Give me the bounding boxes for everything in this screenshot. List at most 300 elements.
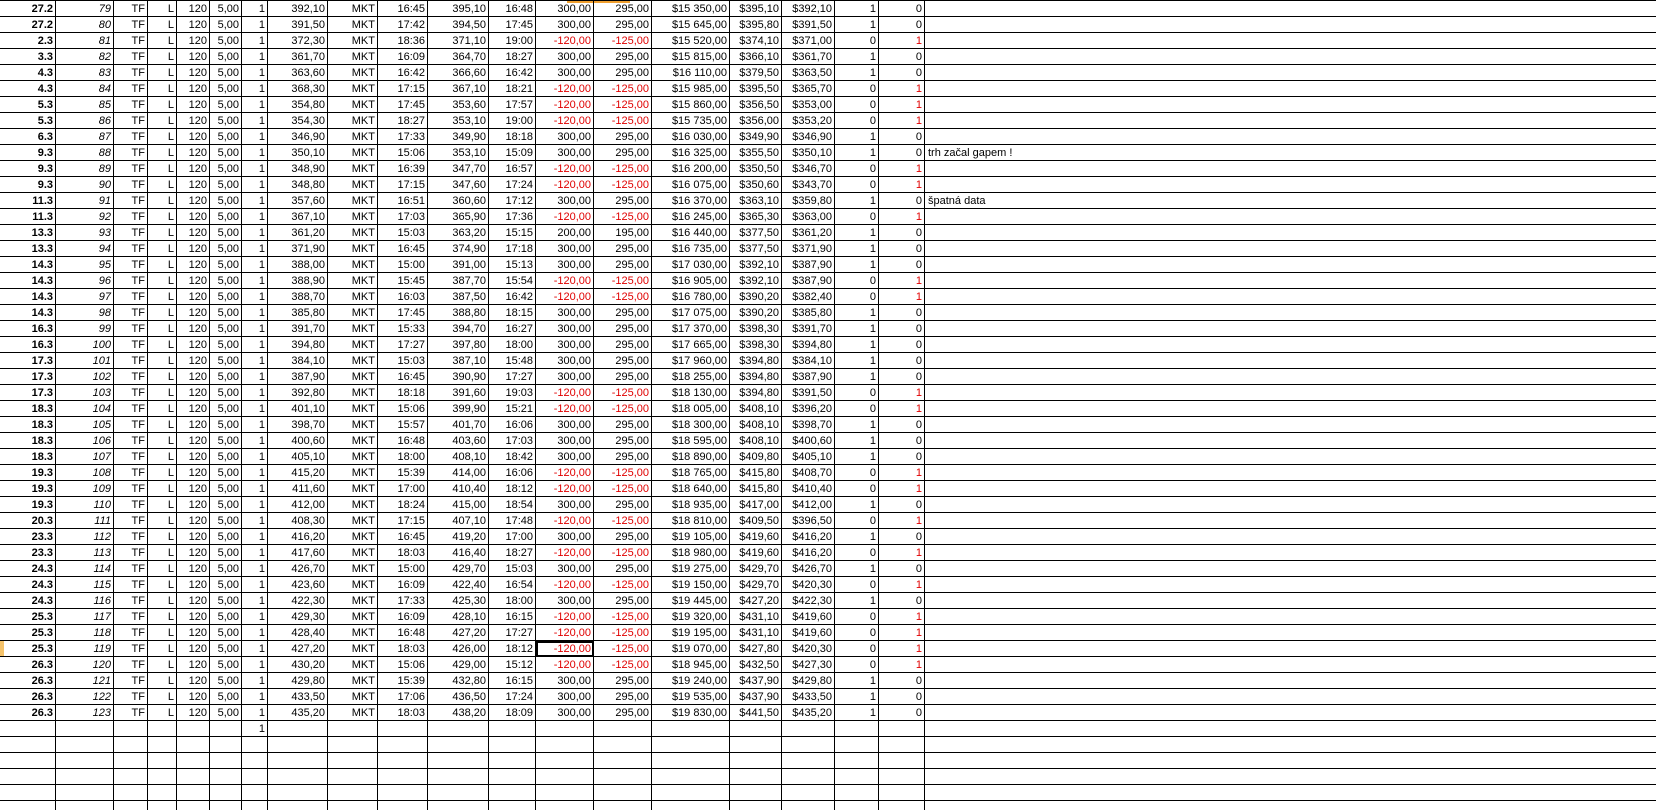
cell-net-pnl[interactable]: 295,00 (615, 307, 649, 319)
cell-order-type[interactable]: MKT (351, 275, 375, 287)
cell-note[interactable] (925, 529, 1656, 545)
cell-note[interactable] (925, 257, 1656, 273)
cell-exit-price[interactable]: 394,70 (452, 323, 486, 335)
cell-exit-price[interactable]: 422,40 (452, 579, 486, 591)
cell-note[interactable] (925, 321, 1656, 337)
cell-qty[interactable]: 1 (258, 579, 265, 591)
cell-order-type[interactable] (328, 721, 378, 737)
cell-exit-price[interactable]: 426,00 (452, 643, 486, 655)
cell-pnl[interactable]: 300,00 (557, 195, 591, 207)
cell-size[interactable]: 120 (188, 147, 207, 159)
cell-size[interactable]: 120 (188, 499, 207, 511)
cell-pnl[interactable]: 300,00 (557, 243, 591, 255)
cell-qty[interactable]: 1 (258, 627, 265, 639)
cell-trade-no[interactable]: 114 (93, 563, 111, 575)
cell-exit-time[interactable]: 17:12 (505, 195, 533, 207)
cell-trade-no[interactable]: 79 (98, 3, 111, 15)
cell-win-flag[interactable]: 0 (869, 163, 876, 175)
cell-equity-high[interactable]: $350,60 (739, 179, 779, 191)
cell-side[interactable]: L (167, 595, 174, 607)
cell-pnl[interactable]: -120,00 (553, 163, 591, 175)
cell-equity-high[interactable]: $431,10 (739, 611, 779, 623)
cell-size[interactable]: 120 (188, 355, 207, 367)
cell-date[interactable]: 5.3 (37, 115, 53, 127)
cell-instrument[interactable]: TF (131, 627, 145, 639)
cell-entry-time[interactable]: 17:33 (397, 595, 425, 607)
cell-order-type[interactable]: MKT (351, 83, 375, 95)
cell-note[interactable] (925, 225, 1656, 241)
cell-side[interactable]: L (167, 515, 174, 527)
cell-size[interactable]: 120 (188, 163, 207, 175)
cell-exit-time[interactable]: 16:15 (505, 675, 533, 687)
cell-win-flag[interactable]: 0 (869, 211, 876, 223)
cell-pnl[interactable]: -120,00 (553, 99, 591, 111)
cell-instrument[interactable]: TF (131, 291, 145, 303)
cell-equity[interactable]: $19 240,00 (671, 675, 727, 687)
cell-qty[interactable]: 1 (258, 483, 265, 495)
cell-entry-price[interactable]: 411,60 (292, 483, 325, 495)
cell-tick[interactable]: 5,00 (217, 35, 239, 47)
cell-side[interactable]: L (167, 99, 174, 111)
cell-win-flag[interactable]: 0 (869, 83, 876, 95)
cell-entry-time[interactable]: 16:45 (397, 371, 425, 383)
cell-equity-low[interactable]: $363,50 (792, 67, 832, 79)
cell-size[interactable]: 120 (188, 435, 207, 447)
cell-size[interactable]: 120 (188, 259, 207, 271)
cell-pnl[interactable]: -120,00 (553, 35, 591, 47)
cell-equity-low[interactable]: $353,00 (792, 99, 832, 111)
cell-tick[interactable]: 5,00 (217, 659, 239, 671)
cell-side[interactable]: L (167, 211, 174, 223)
cell-net-pnl[interactable]: 295,00 (615, 3, 649, 15)
cell-equity[interactable]: $18 980,00 (671, 547, 727, 559)
cell-exit-price[interactable]: 364,70 (452, 51, 486, 63)
cell-loss-flag[interactable]: 1 (915, 179, 922, 191)
cell-instrument[interactable]: TF (131, 323, 145, 335)
cell-date[interactable]: 24.3 (31, 595, 53, 607)
cell-qty[interactable]: 1 (258, 19, 265, 31)
cell-note[interactable] (925, 1, 1656, 17)
cell-pnl[interactable]: -120,00 (553, 83, 591, 95)
cell-size[interactable]: 120 (188, 291, 207, 303)
cell-instrument[interactable]: TF (131, 147, 145, 159)
cell-entry-price[interactable]: 371,90 (291, 243, 325, 255)
cell-side[interactable]: L (167, 3, 174, 15)
cell-qty[interactable]: 1 (258, 67, 265, 79)
cell-qty[interactable]: 1 (258, 707, 265, 719)
cell-equity[interactable]: $18 935,00 (671, 499, 727, 511)
cell-equity-low[interactable]: $363,00 (792, 211, 832, 223)
cell-equity-high[interactable]: $355,50 (739, 147, 779, 159)
cell-equity-low[interactable]: $385,80 (792, 307, 832, 319)
cell-win-flag[interactable]: 0 (869, 291, 876, 303)
cell-loss-flag[interactable]: 0 (915, 147, 922, 159)
cell-loss-flag[interactable]: 1 (915, 403, 922, 415)
cell-order-type[interactable]: MKT (351, 563, 375, 575)
cell-trade-no[interactable]: 96 (98, 275, 111, 287)
cell-note[interactable] (925, 433, 1656, 449)
cell-tick[interactable]: 5,00 (217, 547, 239, 559)
cell-note[interactable] (925, 81, 1656, 97)
cell-side[interactable]: L (167, 83, 174, 95)
cell-side[interactable]: L (167, 227, 174, 239)
cell-qty[interactable]: 1 (258, 3, 265, 15)
cell-date[interactable]: 26.3 (31, 707, 53, 719)
cell-exit-time[interactable]: 18:42 (505, 451, 533, 463)
cell-exit-price[interactable]: 394,50 (452, 19, 486, 31)
cell-equity-high[interactable]: $427,80 (739, 643, 779, 655)
cell-side[interactable]: L (167, 675, 174, 687)
cell-instrument[interactable]: TF (131, 563, 145, 575)
cell-note[interactable] (925, 273, 1656, 289)
cell-loss-flag[interactable]: 1 (915, 163, 922, 175)
cell-trade-no[interactable]: 118 (93, 627, 111, 639)
cell-side[interactable]: L (167, 611, 174, 623)
cell-entry-price[interactable]: 401,10 (291, 403, 325, 415)
cell-trade-no[interactable]: 95 (98, 259, 111, 271)
cell-exit-price[interactable]: 432,80 (452, 675, 486, 687)
cell-equity[interactable]: $19 320,00 (671, 611, 727, 623)
cell-size[interactable]: 120 (188, 595, 207, 607)
cell-instrument[interactable]: TF (131, 643, 145, 655)
cell-qty[interactable]: 1 (258, 547, 265, 559)
cell-entry-time[interactable] (378, 721, 428, 737)
cell-qty[interactable]: 1 (258, 51, 265, 63)
cell-note[interactable] (925, 129, 1656, 145)
cell-qty[interactable]: 1 (258, 211, 265, 223)
cell-note[interactable] (925, 465, 1656, 481)
cell-size[interactable]: 120 (188, 643, 207, 655)
cell-note[interactable] (925, 513, 1656, 529)
cell-trade-no[interactable]: 88 (98, 147, 111, 159)
cell-equity-low[interactable]: $419,60 (792, 627, 832, 639)
cell-equity-low[interactable]: $350,10 (792, 147, 832, 159)
cell-equity-high[interactable]: $366,10 (739, 51, 779, 63)
cell-equity-high[interactable]: $415,80 (739, 483, 779, 495)
cell-win-flag[interactable]: 1 (869, 227, 876, 239)
cell-instrument[interactable]: TF (131, 611, 145, 623)
cell-order-type[interactable]: MKT (351, 707, 375, 719)
cell-tick[interactable]: 5,00 (217, 3, 239, 15)
cell-entry-time[interactable]: 15:45 (397, 275, 425, 287)
cell-side[interactable]: L (167, 115, 174, 127)
cell-equity[interactable]: $16 075,00 (671, 179, 727, 191)
cell-pnl[interactable]: -120,00 (553, 579, 591, 591)
cell-entry-price[interactable]: 428,40 (291, 627, 325, 639)
cell-exit-price[interactable]: 391,00 (452, 259, 486, 271)
cell-trade-no[interactable]: 107 (92, 451, 111, 463)
cell-net-pnl[interactable]: -125,00 (611, 579, 649, 591)
cell-pnl[interactable]: 300,00 (557, 675, 591, 687)
cell-instrument[interactable]: TF (131, 3, 145, 15)
cell-exit-price[interactable]: 395,10 (452, 3, 486, 15)
cell-size[interactable]: 120 (188, 387, 207, 399)
cell-trade-no[interactable]: 103 (92, 387, 111, 399)
cell-exit-price[interactable]: 347,60 (452, 179, 486, 191)
cell-equity-low[interactable]: $398,70 (792, 419, 832, 431)
cell-qty[interactable]: 1 (258, 179, 265, 191)
cell-trade-no[interactable]: 80 (98, 19, 111, 31)
cell-win-flag[interactable]: 1 (869, 355, 876, 367)
cell-tick[interactable]: 5,00 (217, 115, 239, 127)
cell-net-pnl[interactable]: -125,00 (611, 211, 649, 223)
cell-order-type[interactable]: MKT (351, 211, 375, 223)
cell-size[interactable]: 120 (188, 19, 207, 31)
cell-pnl[interactable]: -120,00 (553, 515, 591, 527)
cell-qty[interactable]: 1 (258, 659, 265, 671)
cell-loss-flag[interactable]: 1 (915, 515, 922, 527)
cell-net-pnl[interactable]: -125,00 (611, 467, 649, 479)
cell-entry-time[interactable]: 15:39 (397, 467, 425, 479)
cell-entry-time[interactable]: 15:06 (397, 403, 425, 415)
cell-entry-time[interactable]: 17:06 (397, 691, 425, 703)
cell-win-flag[interactable]: 1 (869, 371, 876, 383)
cell-size[interactable]: 120 (188, 51, 207, 63)
cell-side[interactable]: L (167, 499, 174, 511)
cell-instrument[interactable]: TF (131, 419, 145, 431)
cell-size[interactable]: 120 (188, 483, 207, 495)
cell-net-pnl[interactable]: 295,00 (615, 595, 649, 607)
cell-loss-flag[interactable]: 0 (915, 419, 922, 431)
cell-win-flag[interactable]: 1 (869, 531, 876, 543)
cell-equity-low[interactable]: $420,30 (792, 579, 832, 591)
cell-trade-no[interactable]: 91 (98, 195, 111, 207)
cell-exit-price[interactable]: 365,90 (452, 211, 486, 223)
cell-entry-time[interactable]: 16:09 (397, 611, 425, 623)
cell-instrument[interactable]: TF (131, 115, 145, 127)
cell-side[interactable]: L (167, 131, 174, 143)
cell-loss-flag[interactable]: 1 (915, 211, 922, 223)
cell-date[interactable]: 18.3 (31, 435, 53, 447)
cell-win-flag[interactable]: 1 (869, 195, 876, 207)
cell-equity-high[interactable] (730, 721, 782, 737)
cell-net-pnl[interactable]: 295,00 (615, 531, 649, 543)
cell-equity[interactable]: $19 105,00 (671, 531, 727, 543)
cell-win-flag[interactable]: 1 (869, 259, 876, 271)
cell-note[interactable] (925, 305, 1656, 321)
cell-side[interactable]: L (167, 35, 174, 47)
cell-exit-price[interactable]: 428,10 (452, 611, 486, 623)
cell-entry-price[interactable]: 357,60 (291, 195, 325, 207)
cell-note[interactable] (925, 49, 1656, 65)
cell-net-pnl[interactable]: 295,00 (615, 51, 649, 63)
cell-exit-price[interactable]: 347,70 (452, 163, 486, 175)
cell-date[interactable] (0, 721, 56, 737)
cell-trade-no[interactable]: 90 (98, 179, 111, 191)
cell-equity-low[interactable]: $433,50 (792, 691, 832, 703)
cell-entry-time[interactable]: 15:33 (397, 323, 425, 335)
cell-tick[interactable]: 5,00 (217, 323, 239, 335)
cell-entry-time[interactable]: 17:03 (397, 211, 425, 223)
cell-order-type[interactable]: MKT (351, 419, 375, 431)
cell-entry-price[interactable]: 430,20 (291, 659, 325, 671)
cell-note[interactable] (925, 369, 1656, 385)
cell-side[interactable]: L (167, 531, 174, 543)
cell-equity-low[interactable]: $394,80 (792, 339, 832, 351)
cell-date[interactable]: 18.3 (31, 419, 53, 431)
cell-equity-low[interactable]: $412,00 (792, 499, 832, 511)
cell-entry-price[interactable]: 435,20 (291, 707, 325, 719)
cell-equity[interactable]: $15 350,00 (671, 3, 727, 15)
cell-equity-high[interactable]: $409,50 (739, 515, 779, 527)
cell-entry-time[interactable]: 18:36 (397, 35, 425, 47)
cell-win-flag[interactable]: 1 (869, 67, 876, 79)
cell-win-flag[interactable]: 1 (869, 339, 876, 351)
cell-trade-no[interactable]: 115 (93, 579, 111, 591)
cell-net-pnl[interactable]: 295,00 (615, 499, 649, 511)
cell-side[interactable]: L (167, 355, 174, 367)
cell-exit-time[interactable]: 19:00 (505, 35, 533, 47)
cell-trade-no[interactable]: 105 (92, 419, 111, 431)
cell-exit-time[interactable]: 17:27 (505, 371, 533, 383)
cell-entry-price[interactable]: 405,10 (291, 451, 325, 463)
cell-instrument[interactable]: TF (131, 275, 145, 287)
cell-exit-price[interactable]: 415,00 (452, 499, 486, 511)
cell-loss-flag[interactable]: 1 (915, 547, 922, 559)
cell-order-type[interactable]: MKT (351, 35, 375, 47)
cell-size[interactable]: 120 (188, 691, 207, 703)
cell-order-type[interactable]: MKT (351, 691, 375, 703)
cell-exit-price[interactable]: 367,10 (452, 83, 486, 95)
cell-trade-no[interactable]: 120 (92, 659, 111, 671)
cell-entry-price[interactable]: 426,70 (291, 563, 325, 575)
cell-win-flag[interactable]: 0 (869, 387, 876, 399)
cell-size[interactable]: 120 (188, 531, 207, 543)
cell-date[interactable]: 17.3 (31, 371, 53, 383)
cell-note[interactable] (925, 353, 1656, 369)
cell-side[interactable] (148, 721, 177, 737)
cell-exit-time[interactable]: 17:45 (505, 19, 533, 31)
cell-qty[interactable]: 1 (258, 563, 265, 575)
cell-equity[interactable]: $18 130,00 (671, 387, 727, 399)
cell-trade-no[interactable]: 121 (92, 675, 111, 687)
cell-size[interactable]: 120 (188, 3, 207, 15)
cell-date[interactable]: 26.3 (31, 659, 53, 671)
cell-side[interactable]: L (167, 691, 174, 703)
cell-loss-flag[interactable]: 1 (915, 659, 922, 671)
cell-side[interactable]: L (167, 147, 174, 159)
cell-equity[interactable]: $15 985,00 (671, 83, 727, 95)
cell-exit-price[interactable]: 438,20 (452, 707, 486, 719)
cell-entry-price[interactable]: 346,90 (291, 131, 325, 143)
cell-date[interactable]: 19.3 (31, 499, 53, 511)
cell-note[interactable] (925, 289, 1656, 305)
cell-equity[interactable]: $15 860,00 (671, 99, 727, 111)
cell-equity[interactable]: $17 665,00 (671, 339, 727, 351)
cell-net-pnl[interactable]: 295,00 (615, 243, 649, 255)
cell-pnl[interactable]: 300,00 (557, 131, 591, 143)
cell-note[interactable] (925, 545, 1656, 561)
cell-tick[interactable]: 5,00 (217, 371, 239, 383)
cell-order-type[interactable]: MKT (351, 147, 375, 159)
cell-net-pnl[interactable]: 295,00 (615, 451, 649, 463)
cell-entry-time[interactable]: 15:00 (397, 563, 425, 575)
cell-equity[interactable]: $18 810,00 (671, 515, 727, 527)
cell-entry-time[interactable]: 18:18 (397, 387, 425, 399)
cell-tick[interactable]: 5,00 (217, 355, 239, 367)
cell-tick[interactable]: 5,00 (217, 691, 239, 703)
cell-entry-time[interactable]: 15:06 (397, 659, 425, 671)
cell-equity-high[interactable]: $394,80 (739, 355, 779, 367)
cell-net-pnl[interactable]: 295,00 (615, 419, 649, 431)
cell-size[interactable]: 120 (188, 195, 207, 207)
cell-instrument[interactable]: TF (131, 19, 145, 31)
cell-instrument[interactable]: TF (131, 595, 145, 607)
cell-entry-time[interactable]: 16:48 (397, 435, 425, 447)
cell-order-type[interactable]: MKT (351, 675, 375, 687)
cell-trade-no[interactable]: 81 (98, 35, 111, 47)
cell-equity-high[interactable]: $390,20 (739, 307, 779, 319)
cell-note[interactable] (925, 209, 1656, 225)
cell-note[interactable] (925, 33, 1656, 49)
cell-order-type[interactable]: MKT (351, 3, 375, 15)
cell-equity-high[interactable]: $394,80 (739, 387, 779, 399)
cell-exit-price[interactable]: 387,50 (452, 291, 486, 303)
cell-exit-price[interactable]: 387,10 (452, 355, 486, 367)
cell-entry-time[interactable]: 18:03 (397, 643, 425, 655)
cell-exit-time[interactable]: 15:03 (505, 563, 533, 575)
cell-equity-high[interactable]: $349,90 (739, 131, 779, 143)
cell-loss-flag[interactable]: 0 (915, 563, 922, 575)
cell-loss-flag[interactable]: 1 (915, 387, 922, 399)
cell-exit-time[interactable]: 16:27 (505, 323, 533, 335)
cell-order-type[interactable]: MKT (351, 611, 375, 623)
cell-entry-price[interactable]: 361,70 (291, 51, 325, 63)
cell-qty[interactable]: 1 (258, 163, 265, 175)
cell-entry-price[interactable]: 367,10 (291, 211, 325, 223)
cell-pnl[interactable] (536, 721, 594, 737)
cell-pnl[interactable]: -120,00 (553, 275, 591, 287)
cell-date[interactable]: 26.3 (31, 691, 53, 703)
cell-entry-time[interactable]: 16:39 (397, 163, 425, 175)
cell-exit-time[interactable]: 16:06 (505, 467, 533, 479)
cell-side[interactable]: L (167, 403, 174, 415)
cell-exit-price[interactable]: 399,90 (452, 403, 486, 415)
cell-qty[interactable]: 1 (258, 275, 265, 287)
cell-trade-no[interactable]: 89 (98, 163, 111, 175)
cell-note[interactable] (925, 657, 1656, 673)
cell-exit-time[interactable]: 17:24 (505, 179, 533, 191)
cell-side[interactable]: L (167, 179, 174, 191)
cell-qty[interactable]: 1 (258, 227, 265, 239)
cell-trade-no[interactable]: 104 (92, 403, 111, 415)
cell-qty[interactable]: 1 (258, 371, 265, 383)
cell-qty[interactable]: 1 (258, 131, 265, 143)
cell-entry-time[interactable]: 17:42 (397, 19, 425, 31)
cell-qty[interactable]: 1 (258, 323, 265, 335)
cell-equity[interactable]: $19 150,00 (671, 579, 727, 591)
cell-equity-low[interactable]: $410,40 (792, 483, 832, 495)
cell-exit-time[interactable]: 18:54 (505, 499, 533, 511)
cell-exit-price[interactable]: 419,20 (452, 531, 486, 543)
cell-qty[interactable]: 1 (258, 723, 265, 735)
cell-note[interactable] (925, 385, 1656, 401)
cell-instrument[interactable]: TF (131, 547, 145, 559)
cell-note[interactable] (925, 721, 1656, 737)
cell-note[interactable] (925, 481, 1656, 497)
cell-instrument[interactable]: TF (131, 243, 145, 255)
cell-loss-flag[interactable]: 1 (915, 467, 922, 479)
cell-entry-price[interactable]: 392,10 (291, 3, 325, 15)
cell-win-flag[interactable]: 1 (869, 323, 876, 335)
cell-date[interactable]: 23.3 (31, 531, 53, 543)
cell-pnl[interactable]: 300,00 (557, 259, 591, 271)
cell-order-type[interactable]: MKT (351, 643, 375, 655)
cell-side[interactable]: L (167, 387, 174, 399)
cell-pnl[interactable]: -120,00 (553, 611, 591, 623)
cell-tick[interactable]: 5,00 (217, 643, 239, 655)
cell-entry-price[interactable]: 350,10 (291, 147, 325, 159)
